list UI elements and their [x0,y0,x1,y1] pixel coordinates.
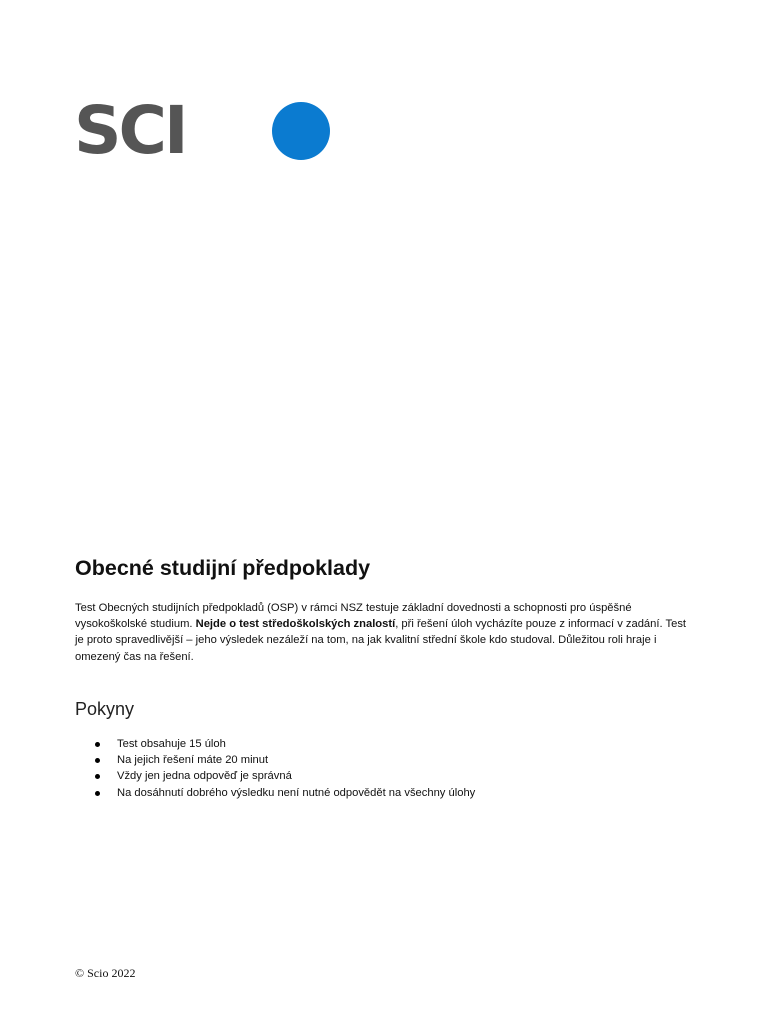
intro-paragraph [75,600,695,665]
instruction-item [95,785,475,801]
instruction-item [95,736,475,752]
intro-text-part2: , při řešení úloh vycházíte pouze z informací v zadání. Test je proto spravedlivější – jeho výsledek nezáleží na tom, na jak kvalitní střední škole kdo studoval. Důležitou roli hraje i omezený čas na řešení. [75,618,687,663]
instruction-text: Test obsahuje 15 úloh [117,738,226,750]
bullet-icon [95,774,100,779]
instruction-text: Na jejich řešení máte 20 minut [117,754,269,767]
instruction-text: Vždy jen jedna odpověď je správná [117,770,292,783]
copyright-footer: © Scio 2022 [75,966,136,980]
instructions-list [95,736,475,801]
logo-circle [272,102,330,160]
instructions-heading: Pokyny [75,699,135,719]
intro-text-bold: Nejde o test středoškolských znalostí [195,618,396,631]
instruction-item [95,752,475,768]
bullet-icon [95,742,100,747]
page-title: Obecné studijní předpoklady [75,556,371,580]
bullet-icon [95,758,100,763]
logo-wordmark: SCI [74,92,186,169]
intro-text-part1: Test Obecných studijních předpokladů (OSP) v rámci NSZ testuje základní dovednosti a schopnosti pro úspěšné vysokoškolské studium. [75,602,632,631]
instruction-text: Na dosáhnutí dobrého výsledku není nutné odpovědět na všechny úlohy [117,786,476,799]
instruction-item [95,768,475,784]
scio-logo [74,92,256,169]
bullet-icon [95,791,100,796]
